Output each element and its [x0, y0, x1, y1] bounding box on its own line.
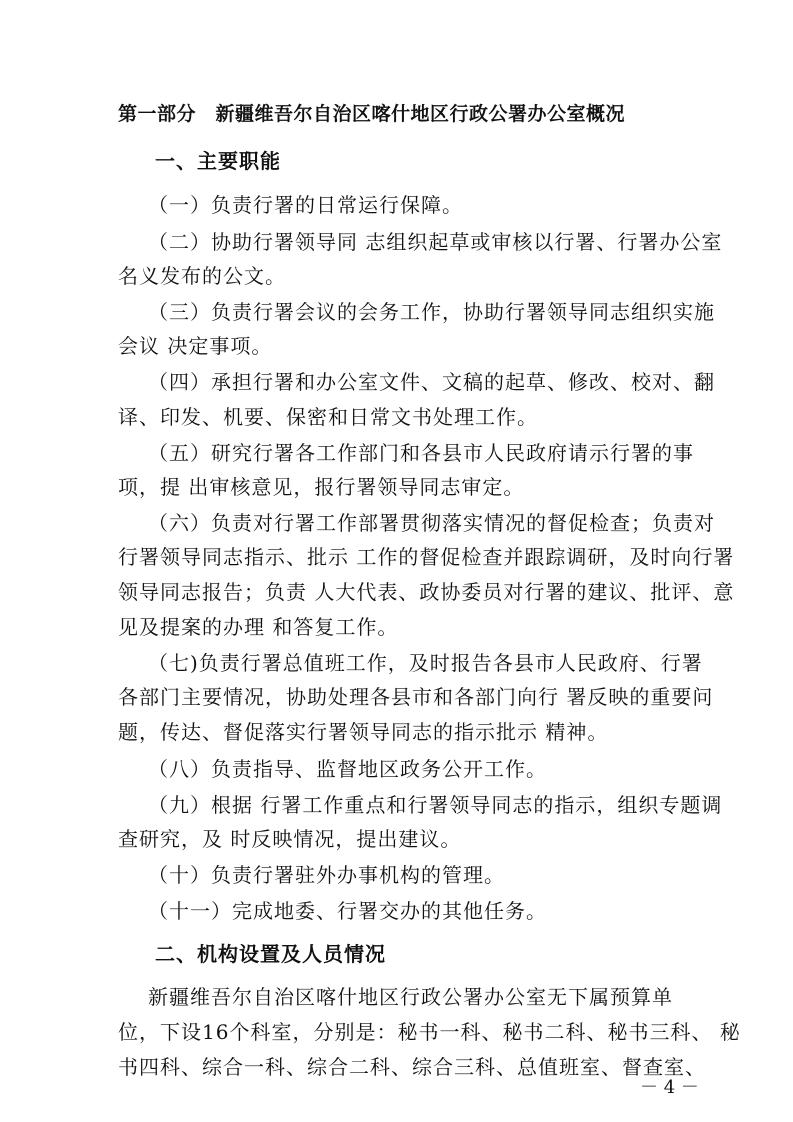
function-item-6-cont-3: 见及提案的办理 和答复工作。: [118, 615, 399, 639]
function-item-9-cont: 查研究，及 时反映情况，提出建议。: [118, 827, 462, 851]
function-item-9: （九）根据 行署工作重点和行署领导同志的指示，组织专题调: [148, 793, 723, 817]
page-title: 第一部分 新疆维吾尔自治区喀什地区行政公署办公室概况: [118, 103, 626, 125]
section-heading-organization: 二、机构设置及人员情况: [155, 942, 386, 966]
function-item-8: （八）负责指导、监督地区政务公开工作。: [148, 757, 547, 781]
organization-paragraph-line-2: 位，下设16个科室，分别是：秘书一科、秘书二科、秘书三科、 秘: [118, 1020, 741, 1044]
function-item-11: （十一）完成地委、行署交办的其他任务。: [148, 899, 547, 923]
function-item-6-cont-1: 行署领导同志指示、批示 工作的督促检查并跟踪调研，及时向行署: [118, 545, 735, 569]
function-item-2: （二）协助行署领导同 志组织起草或审核以行署、行署办公室: [148, 230, 723, 254]
function-item-7-cont-2: 题，传达、督促落实行署领导同志的指示批示 精神。: [118, 720, 609, 744]
organization-paragraph-line-3: 书四科、综合一科、综合二科、综合三科、总值班室、督查室、: [118, 1055, 706, 1079]
function-item-3-cont: 会议 决定事项。: [118, 334, 273, 358]
function-item-5-cont: 项，提 出审核意见，报行署领导同志审定。: [118, 475, 525, 499]
function-item-7-cont-1: 各部门主要情况，协助处理各县市和各部门向行 署反映的重要问: [118, 685, 714, 709]
function-item-6: （六）负责对行署工作部署贯彻落实情况的督促检查；负责对: [148, 511, 715, 535]
function-item-2-cont: 名义发布的公文。: [118, 264, 286, 288]
section-heading-main-functions: 一、主要职能: [155, 149, 281, 173]
function-item-3: （三）负责行署会议的会务工作，协助行署领导同志组织实施: [148, 300, 715, 324]
page-number: － 4 －: [640, 1077, 699, 1098]
function-item-5: （五）研究行署各工作部门和各县市人民政府请示行署的事: [148, 441, 694, 465]
function-item-4: （四）承担行署和办公室文件、文稿的起草、修改、校对、翻: [148, 370, 715, 394]
function-item-4-cont: 译、印发、机要、保密和日常文书处理工作。: [118, 405, 538, 429]
function-item-7: （七)负责行署总值班工作，及时报告各县市人民政府、行署: [148, 651, 703, 675]
organization-paragraph-line-1: 新疆维吾尔自治区喀什地区行政公署办公室无下属预算单: [148, 985, 673, 1009]
function-item-6-cont-2: 领导同志报告；负责 人大代表、政协委员对行署的建议、批评、意: [118, 580, 735, 604]
function-item-10: （十）负责行署驻外办事机构的管理。: [148, 863, 505, 887]
function-item-1: （一）负责行署的日常运行保障。: [148, 193, 463, 217]
